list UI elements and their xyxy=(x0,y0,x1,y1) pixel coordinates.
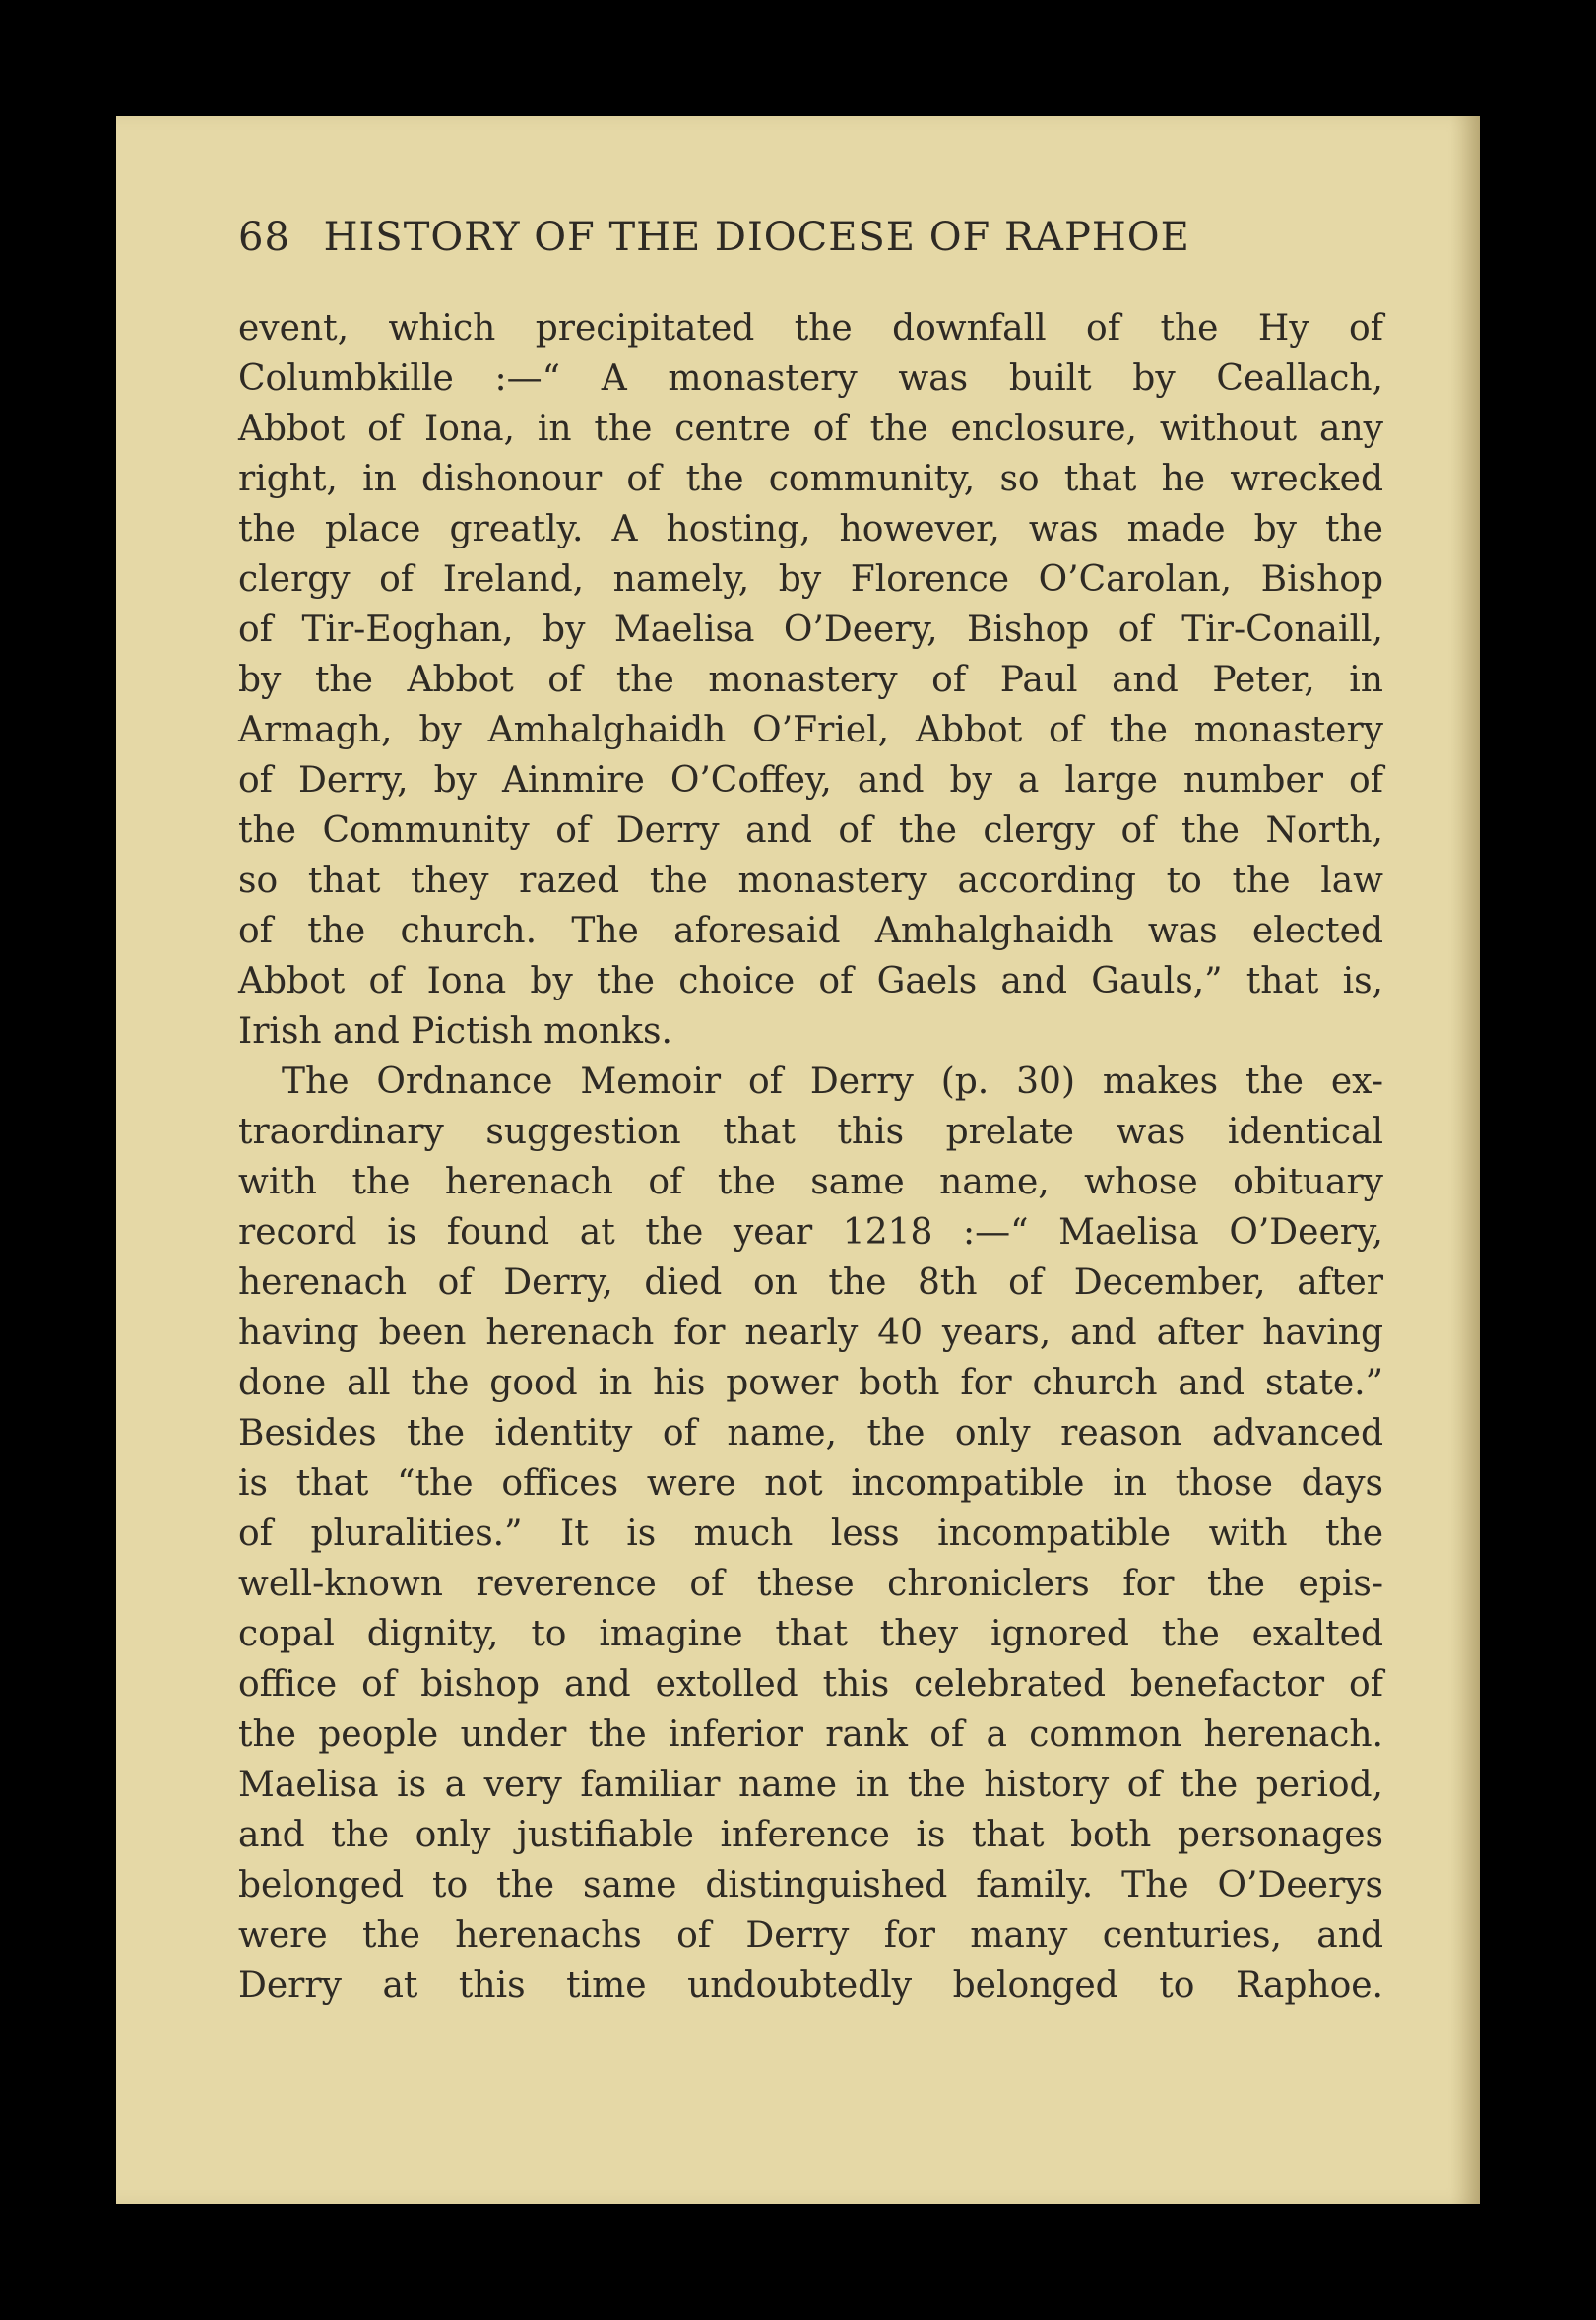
paragraph-2 xyxy=(238,1057,1383,2011)
text-line: event, which precipitated the downfall of the Hy of xyxy=(238,308,1383,349)
text-line: record is found at the year 1218 :—“ Maelisa O’Deery, xyxy=(238,1212,1383,1253)
text-line: and the only justifiable inference is that both personages xyxy=(238,1815,1383,1855)
text-line: well-known reverence of these chroniclers for the epis- xyxy=(238,1564,1383,1604)
text-line: done all the good in his power both for church and state.” xyxy=(238,1363,1383,1403)
text-line: right, in dishonour of the community, so that he wrecked xyxy=(238,459,1383,499)
text-line: Derry at this time undoubtedly belonged to Raphoe. xyxy=(238,1966,1383,2006)
text-line: so that they razed the monastery according to the law xyxy=(238,861,1383,901)
text-line: Abbot of Iona, in the centre of the enclosure, without any xyxy=(238,409,1383,449)
text-line: of pluralities.” It is much less incompatible with the xyxy=(238,1514,1383,1554)
text-line: of Derry, by Ainmire O’Coffey, and by a large number of xyxy=(238,760,1383,801)
text-line: the people under the inferior rank of a common herenach. xyxy=(238,1714,1383,1755)
text-line: belonged to the same distinguished family. The O’Deerys xyxy=(238,1865,1383,1905)
text-line: herenach of Derry, died on the 8th of December, after xyxy=(238,1262,1383,1303)
text-line: the Community of Derry and of the clergy of the North, xyxy=(238,810,1383,851)
page-number: 68 xyxy=(238,215,290,260)
text-line: of the church. The aforesaid Amhalghaidh was elected xyxy=(238,911,1383,951)
running-title: HISTORY OF THE DIOCESE OF RAPHOE xyxy=(323,215,1190,260)
text-line: were the herenachs of Derry for many centuries, and xyxy=(238,1915,1383,1956)
text-line: traordinary suggestion that this prelate was identical xyxy=(238,1112,1383,1152)
text-line: having been herenach for nearly 40 years, and after having xyxy=(238,1313,1383,1353)
text-line: office of bishop and extolled this celebrated benefactor of xyxy=(238,1664,1383,1705)
text-line: The Ordnance Memoir of Derry (p. 30) makes the ex- xyxy=(282,1062,1383,1102)
text-line: Irish and Pictish monks. xyxy=(238,1011,672,1052)
body-text xyxy=(238,303,1383,2011)
text-line: clergy of Ireland, namely, by Florence O’Carolan, Bishop xyxy=(238,559,1383,600)
text-line: Besides the identity of name, the only reason advanced xyxy=(238,1413,1383,1453)
text-line: Abbot of Iona by the choice of Gaels and Gauls,” that is, xyxy=(238,961,1383,1001)
text-line: with the herenach of the same name, whose obituary xyxy=(238,1162,1383,1202)
text-line: Columbkille :—“ A monastery was built by Ceallach, xyxy=(238,358,1383,399)
page-edge-shadow xyxy=(1450,116,1480,2204)
text-line: is that “the offices were not incompatible in those days xyxy=(238,1463,1383,1504)
text-line: copal dignity, to imagine that they ignored the exalted xyxy=(238,1614,1383,1654)
paragraph-1 xyxy=(238,303,1383,1057)
text-line: Armagh, by Amhalghaidh O’Friel, Abbot of the monastery xyxy=(238,710,1383,750)
text-line: the place greatly. A hosting, however, was made by the xyxy=(238,509,1383,549)
text-line: of Tir-Eoghan, by Maelisa O’Deery, Bishop of Tir-Conaill, xyxy=(238,610,1383,650)
running-header xyxy=(238,215,1321,260)
text-line: by the Abbot of the monastery of Paul and Peter, in xyxy=(238,660,1383,700)
text-line: Maelisa is a very familiar name in the history of the period, xyxy=(238,1765,1383,1805)
